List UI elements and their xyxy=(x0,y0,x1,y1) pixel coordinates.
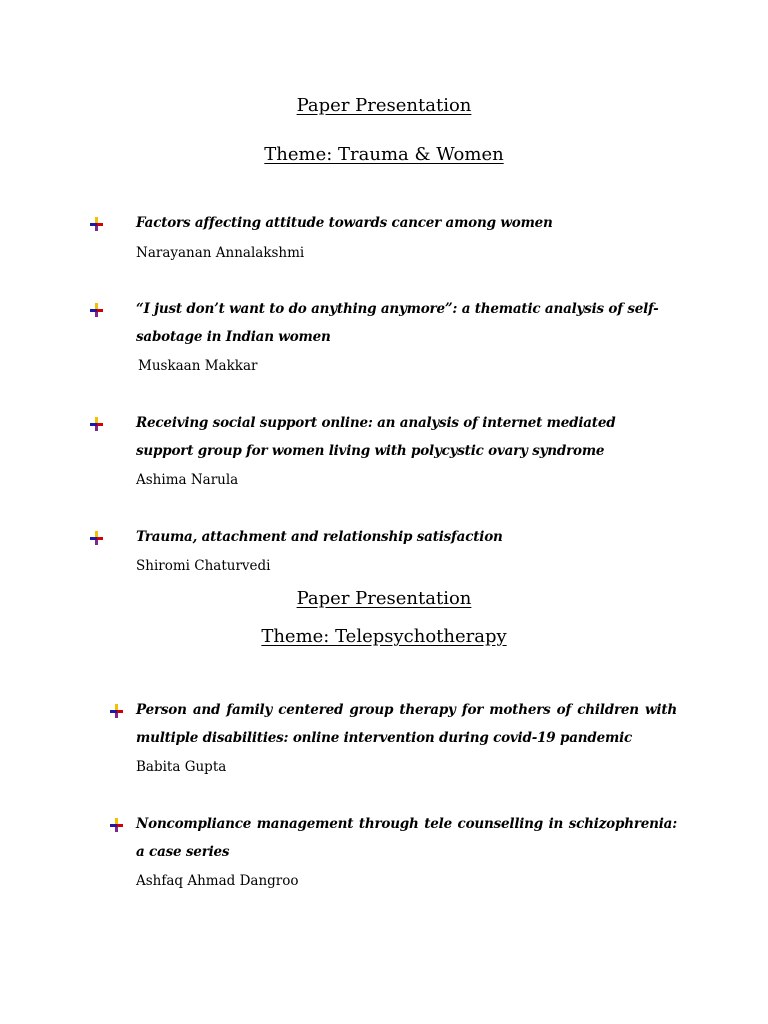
paper-title: Factors affecting attitude towards cancer among women xyxy=(136,215,553,231)
paper-title: “I just don’t want to do anything anymore”: a thematic analysis of self-sabotage in Indian women xyxy=(136,301,659,345)
arrow-bullet-icon xyxy=(90,303,104,317)
paper-title: Receiving social support online: an analysis of internet mediated support group for women living with polycystic ovary syndrome xyxy=(136,415,616,459)
arrow-bullet-icon xyxy=(90,417,104,431)
paper-author: Muskaan Makkar xyxy=(138,358,258,374)
paper-author: Shiromi Chaturvedi xyxy=(136,558,271,574)
arrow-bullet-icon xyxy=(110,704,124,718)
section-heading: Paper Presentation xyxy=(296,588,472,609)
arrow-bullet-icon xyxy=(110,818,124,832)
paper-author: Ashima Narula xyxy=(136,472,239,488)
paper-title: Noncompliance management through tele counselling in schizophrenia: a case series xyxy=(136,816,677,860)
paper-author: Babita Gupta xyxy=(136,759,227,775)
paper-title: Trauma, attachment and relationship satisfaction xyxy=(136,529,503,545)
paper-author: Narayanan Annalakshmi xyxy=(136,245,305,261)
section-heading: Paper Presentation xyxy=(296,95,472,116)
paper-title: Person and family centered group therapy for mothers of children with multiple disabilities: online intervention during covid-19 pandemic xyxy=(136,702,677,746)
section-theme: Theme: Trauma & Women xyxy=(264,144,504,165)
arrow-bullet-icon xyxy=(90,217,104,231)
arrow-bullet-icon xyxy=(90,531,104,545)
section-theme: Theme: Telepsychotherapy xyxy=(261,626,507,647)
paper-author: Ashfaq Ahmad Dangroo xyxy=(136,873,299,889)
